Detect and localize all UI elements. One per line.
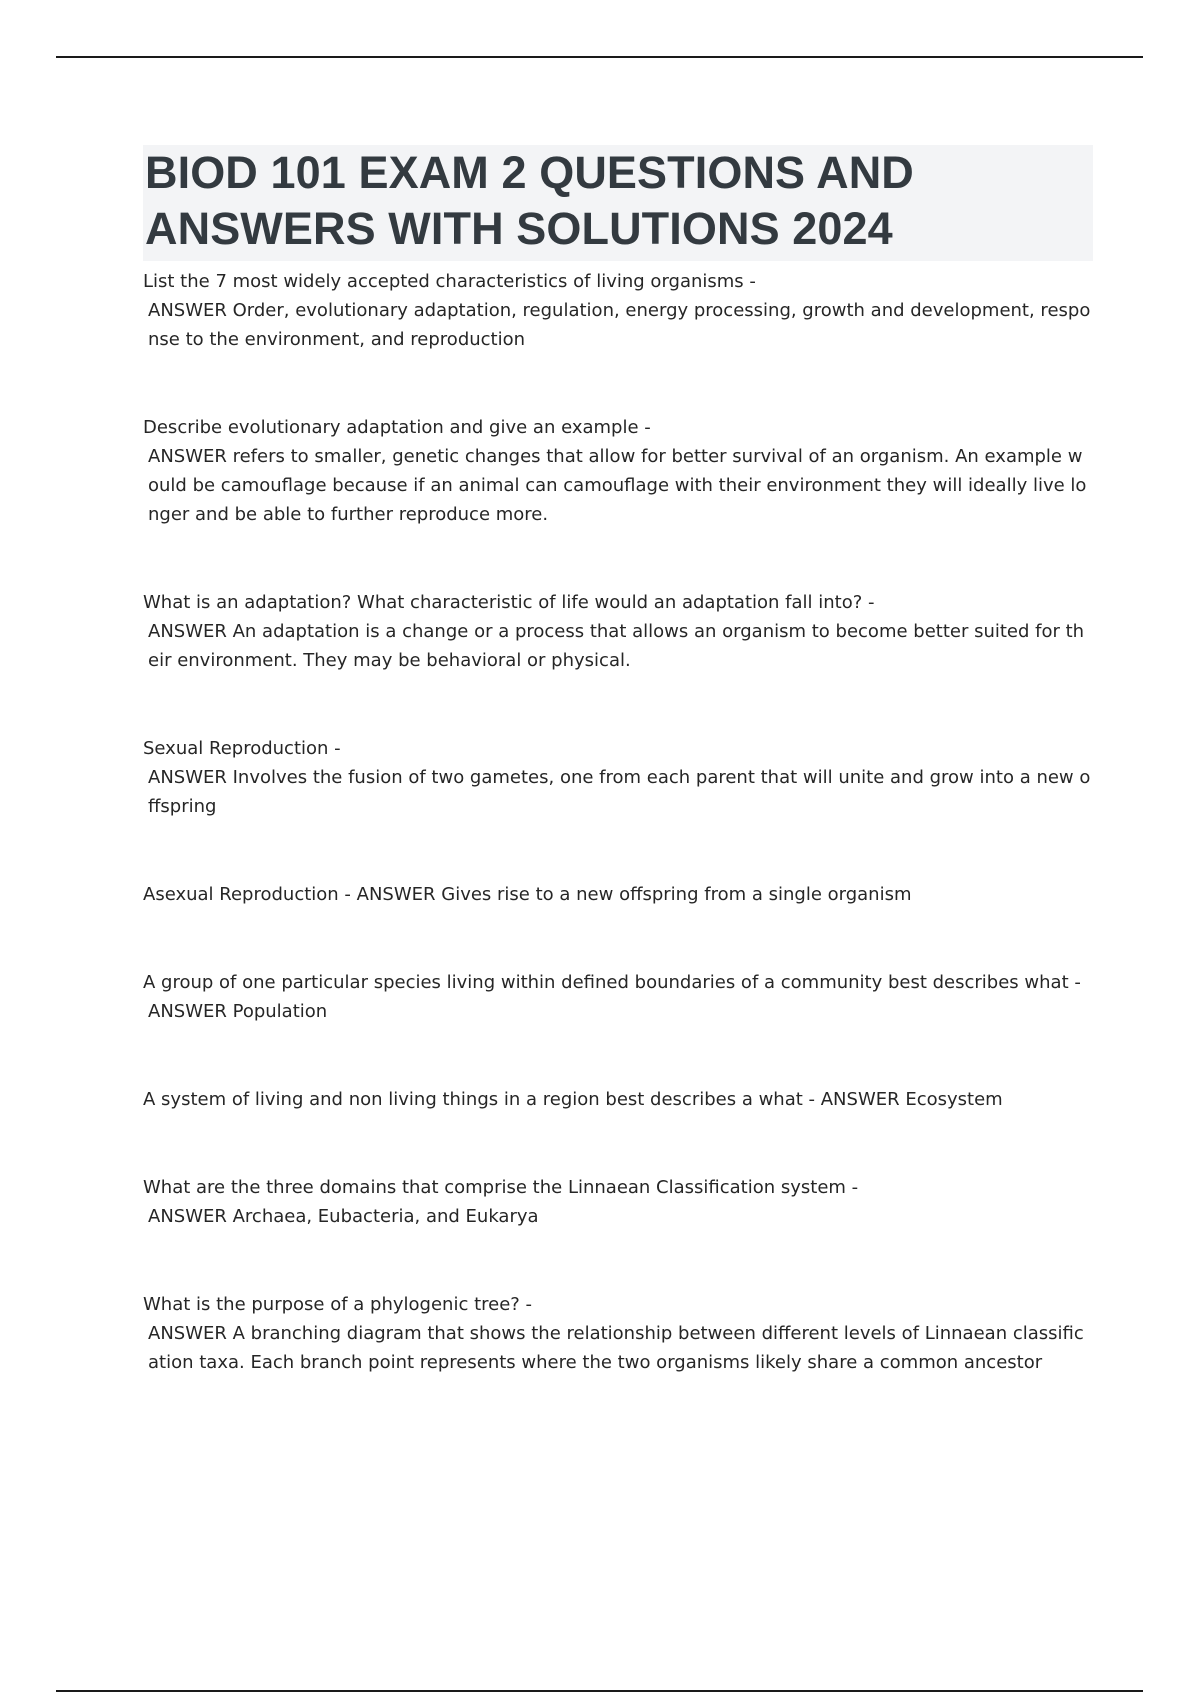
answer-text: ANSWER refers to smaller, genetic changes that allow for better survival of an organism. An example would be camouflage because if an animal can camouflage with their environment they will ideally live longer and be able to further reproduce more. <box>148 446 1087 525</box>
answer-text: ANSWER Involves the fusion of two gametes, one from each parent that will unite and grow into a new offspring <box>148 767 1091 817</box>
question-text: A group of one particular species living within defined boundaries of a community best describes what - <box>143 972 1081 993</box>
answer-text: ANSWER Population <box>148 1001 328 1022</box>
top-divider <box>56 56 1143 58</box>
qa-item <box>143 734 1093 821</box>
document-body <box>143 145 1093 1377</box>
question-text: What is an adaptation? What characteristic of life would an adaptation fall into? - <box>143 592 875 613</box>
qa-item <box>143 413 1093 529</box>
answer-text: ANSWER Ecosystem <box>820 1089 1003 1110</box>
qa-item <box>143 968 1093 1026</box>
qa-list <box>143 267 1093 1377</box>
question-text: Asexual Reproduction - <box>143 884 357 905</box>
qa-item <box>143 880 1093 909</box>
qa-item <box>143 588 1093 675</box>
qa-item <box>143 1085 1093 1114</box>
answer-text: ANSWER An adaptation is a change or a process that allows an organism to become better suited for their environment. They may be behavioral or physical. <box>148 621 1085 671</box>
question-text: Sexual Reproduction - <box>143 738 341 759</box>
question-text: Describe evolutionary adaptation and give an example - <box>143 417 651 438</box>
question-text: A system of living and non living things in a region best describes a what - <box>143 1089 821 1110</box>
answer-text: ANSWER A branching diagram that shows the relationship between different levels of Linnaean classification taxa. Each branch point represents where the two organisms likely share a common ancestor <box>148 1323 1084 1373</box>
qa-item <box>143 1173 1093 1231</box>
question-text: What is the purpose of a phylogenic tree? - <box>143 1294 533 1315</box>
question-text: List the 7 most widely accepted characteristics of living organisms - <box>143 271 756 292</box>
bottom-divider <box>56 1690 1143 1692</box>
document-title: BIOD 101 EXAM 2 QUESTIONS AND ANSWERS WITH SOLUTIONS 2024 <box>145 147 914 254</box>
title-block <box>143 145 1093 261</box>
qa-item <box>143 267 1093 354</box>
answer-text: ANSWER Archaea, Eubacteria, and Eukarya <box>148 1206 539 1227</box>
answer-text: ANSWER Gives rise to a new offspring from a single organism <box>356 884 912 905</box>
question-text: What are the three domains that comprise the Linnaean Classification system - <box>143 1177 859 1198</box>
answer-text: ANSWER Order, evolutionary adaptation, regulation, energy processing, growth and development, response to the environment, and reproduction <box>148 300 1091 350</box>
qa-item <box>143 1290 1093 1377</box>
